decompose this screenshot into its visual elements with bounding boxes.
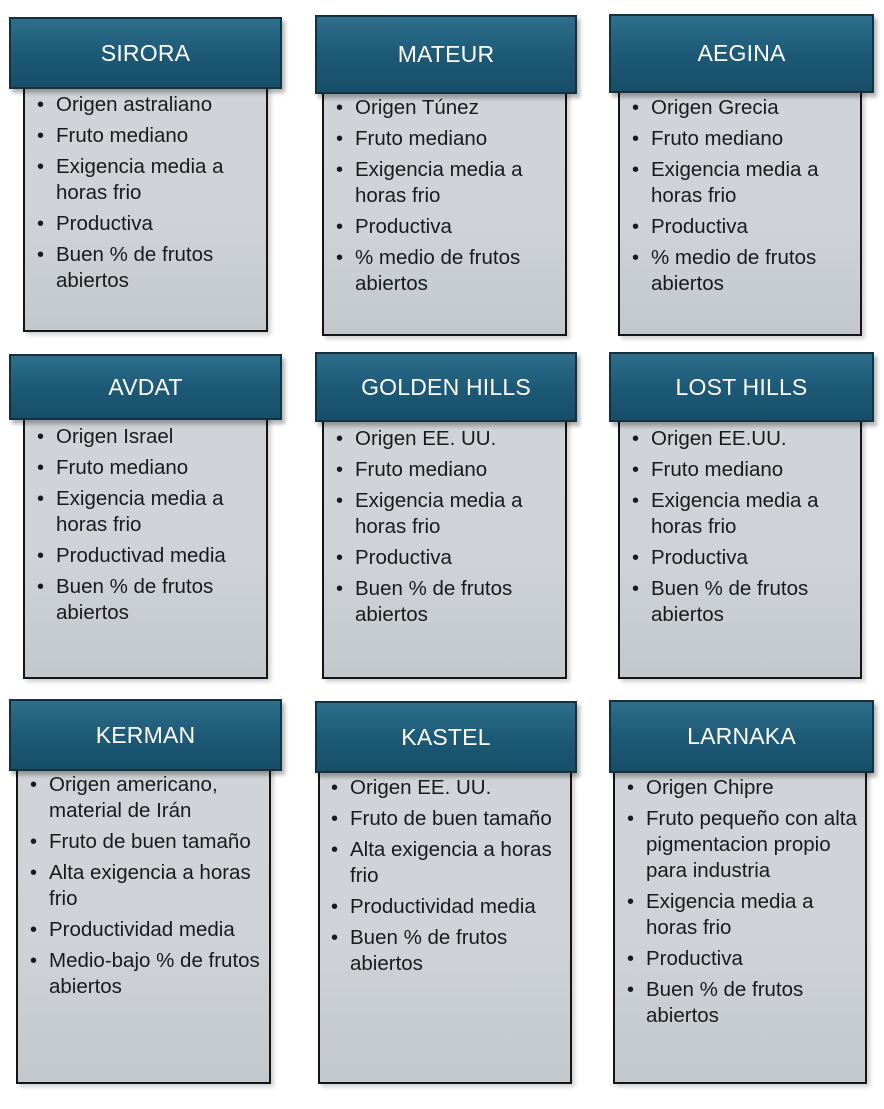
list-item: • Exigencia media a horas frio — [621, 157, 861, 209]
list-item: • Origen Chipre — [616, 775, 864, 801]
feature-list — [26, 92, 266, 299]
list-item: • Fruto mediano — [325, 457, 565, 483]
feature-list — [616, 775, 864, 1034]
list-item: • Origen Túnez — [325, 95, 565, 121]
list-item: • Buen % de frutos abiertos — [26, 574, 266, 626]
list-item: • Origen Grecia — [621, 95, 861, 121]
list-item: • Productiva — [621, 545, 861, 571]
list-item: • Medio-bajo % de frutos abiertos — [19, 948, 269, 1000]
list-item: • Origen Israel — [26, 424, 266, 450]
list-item: • Exigencia media a horas frio — [621, 488, 861, 540]
feature-list — [19, 772, 269, 1005]
list-item: • Buen % de frutos abiertos — [26, 242, 266, 294]
list-item: • Exigencia media a horas frio — [325, 157, 565, 209]
card-title: AVDAT — [9, 354, 282, 420]
list-item: • Alta exigencia a horas frio — [320, 837, 570, 889]
feature-list — [26, 424, 266, 631]
card-title: LOST HILLS — [609, 352, 874, 422]
list-item: • Productiva — [616, 946, 864, 972]
list-item: • Exigencia media a horas frio — [325, 488, 565, 540]
list-item: • Buen % de frutos abiertos — [320, 925, 570, 977]
feature-list — [621, 426, 861, 633]
card-title: KERMAN — [9, 699, 282, 771]
list-item: • Fruto mediano — [621, 457, 861, 483]
card-title: LARNAKA — [609, 700, 874, 773]
list-item: • Productividad media — [19, 917, 269, 943]
list-item: • Fruto mediano — [621, 126, 861, 152]
list-item: • Buen % de frutos abiertos — [621, 576, 861, 628]
feature-list — [325, 426, 565, 633]
feature-list — [621, 95, 861, 302]
card-title: MATEUR — [315, 15, 577, 94]
list-item: • Buen % de frutos abiertos — [325, 576, 565, 628]
list-item: • Productiva — [325, 545, 565, 571]
list-item: • Origen astraliano — [26, 92, 266, 118]
list-item: • Origen EE. UU. — [325, 426, 565, 452]
list-item: • Productiva — [621, 214, 861, 240]
card-title: AEGINA — [609, 14, 874, 93]
list-item: • % medio de frutos abiertos — [621, 245, 861, 297]
list-item: • Exigencia media a horas frio — [26, 486, 266, 538]
list-item: • % medio de frutos abiertos — [325, 245, 565, 297]
list-item: • Fruto mediano — [26, 455, 266, 481]
feature-list — [325, 95, 565, 302]
card-title: KASTEL — [315, 701, 577, 773]
list-item: • Fruto de buen tamaño — [19, 829, 269, 855]
list-item: • Exigencia media a horas frio — [616, 889, 864, 941]
card-title: SIRORA — [9, 17, 282, 89]
list-item: • Origen EE.UU. — [621, 426, 861, 452]
list-item: • Buen % de frutos abiertos — [616, 977, 864, 1029]
list-item: • Productividad media — [320, 894, 570, 920]
list-item: • Fruto de buen tamaño — [320, 806, 570, 832]
feature-list — [320, 775, 570, 982]
list-item: • Origen americano, material de Irán — [19, 772, 269, 824]
list-item: • Fruto pequeño con alta pigmentacion propio para industria — [616, 806, 864, 884]
list-item: • Origen EE. UU. — [320, 775, 570, 801]
list-item: • Productiva — [325, 214, 565, 240]
list-item: • Fruto mediano — [26, 123, 266, 149]
list-item: • Productiva — [26, 211, 266, 237]
list-item: • Fruto mediano — [325, 126, 565, 152]
list-item: • Exigencia media a horas frio — [26, 154, 266, 206]
list-item: • Alta exigencia a horas frio — [19, 860, 269, 912]
card-title: GOLDEN HILLS — [315, 352, 577, 422]
list-item: • Productivad media — [26, 543, 266, 569]
